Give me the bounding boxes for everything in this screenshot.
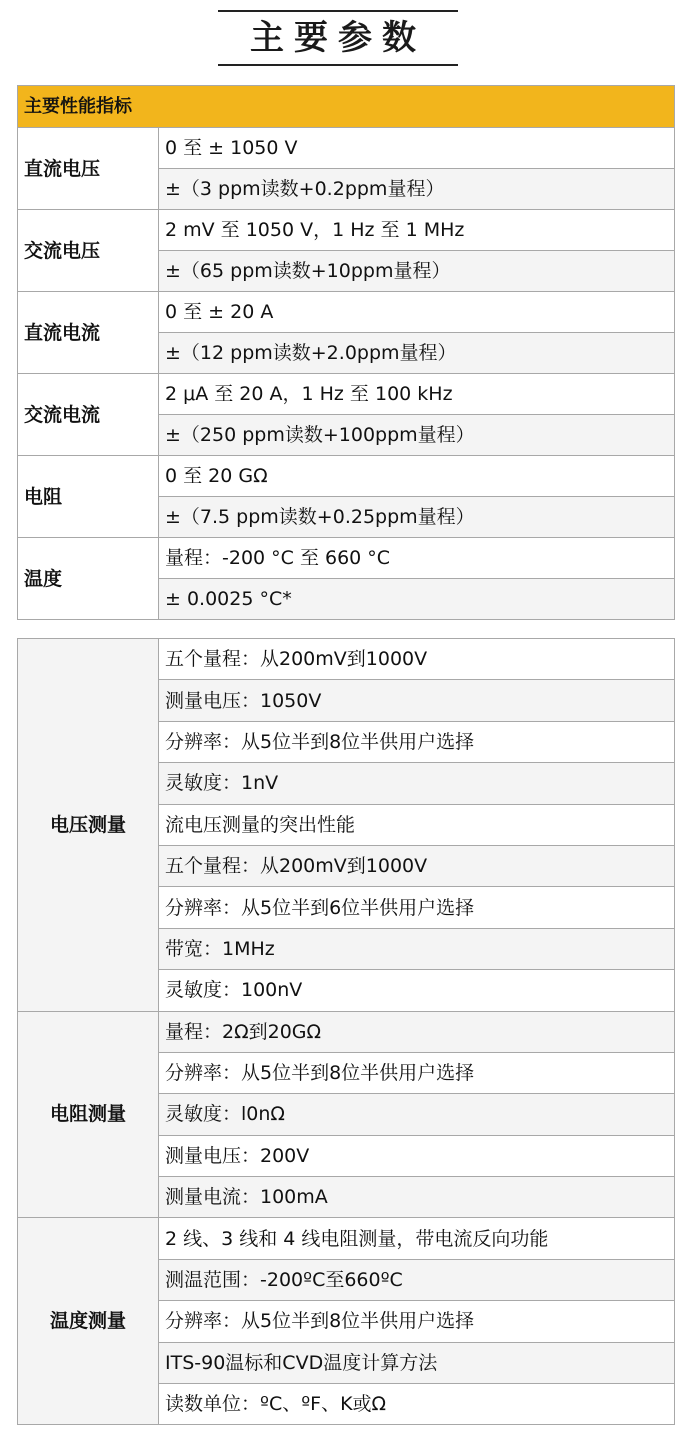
meas-value: 分辨率：从5位半到8位半供用户选择 bbox=[159, 1301, 675, 1342]
meas-value: 五个量程：从200mV到1000V bbox=[159, 639, 675, 680]
meas-value: 测量电流：100mA bbox=[159, 1177, 675, 1218]
meas-value: 灵敏度：100nV bbox=[159, 970, 675, 1011]
perf-value: 0 至 20 GΩ bbox=[159, 456, 675, 497]
page-title: 主要参数 bbox=[250, 18, 426, 58]
meas-value: ITS-90温标和CVD温度计算方法 bbox=[159, 1342, 675, 1383]
meas-value: 五个量程：从200mV到1000V bbox=[159, 845, 675, 886]
performance-table bbox=[17, 85, 675, 620]
meas-value: 分辨率：从5位半到8位半供用户选择 bbox=[159, 721, 675, 762]
meas-value: 测量电压：1050V bbox=[159, 680, 675, 721]
perf-value: ±（12 ppm读数+2.0ppm量程） bbox=[159, 333, 675, 374]
meas-value: 量程：2Ω到20GΩ bbox=[159, 1011, 675, 1052]
perf-category: 交流电压 bbox=[18, 210, 159, 292]
meas-value: 测温范围：-200ºC至660ºC bbox=[159, 1259, 675, 1300]
title-frame bbox=[218, 10, 458, 66]
meas-value: 分辨率：从5位半到8位半供用户选择 bbox=[159, 1052, 675, 1093]
meas-value: 读数单位：ºC、ºF、K或Ω bbox=[159, 1384, 675, 1425]
perf-value: ± 0.0025 °C* bbox=[159, 579, 675, 620]
measurement-table bbox=[17, 638, 675, 1425]
meas-value: 测量电压：200V bbox=[159, 1135, 675, 1176]
perf-value: ±（65 ppm读数+10ppm量程） bbox=[159, 251, 675, 292]
perf-category: 直流电压 bbox=[18, 128, 159, 210]
perf-category: 电阻 bbox=[18, 456, 159, 538]
meas-value: 灵敏度：1nV bbox=[159, 763, 675, 804]
perf-value: ±（3 ppm读数+0.2ppm量程） bbox=[159, 169, 675, 210]
perf-value: ±（7.5 ppm读数+0.25ppm量程） bbox=[159, 497, 675, 538]
meas-category: 电压测量 bbox=[18, 639, 159, 1012]
perf-value: 2 mV 至 1050 V，1 Hz 至 1 MHz bbox=[159, 210, 675, 251]
perf-value: 量程：-200 °C 至 660 °C bbox=[159, 538, 675, 579]
perf-value: 0 至 ± 1050 V bbox=[159, 128, 675, 169]
meas-category: 电阻测量 bbox=[18, 1011, 159, 1218]
perf-value: 2 μA 至 20 A，1 Hz 至 100 kHz bbox=[159, 374, 675, 415]
perf-category: 温度 bbox=[18, 538, 159, 620]
perf-value: ±（250 ppm读数+100ppm量程） bbox=[159, 415, 675, 456]
perf-category: 交流电流 bbox=[18, 374, 159, 456]
perf-category: 直流电流 bbox=[18, 292, 159, 374]
perf-value: 0 至 ± 20 A bbox=[159, 292, 675, 333]
meas-value: 分辨率：从5位半到6位半供用户选择 bbox=[159, 887, 675, 928]
meas-value: 带宽：1MHz bbox=[159, 928, 675, 969]
meas-value: 2 线、3 线和 4 线电阻测量，带电流反向功能 bbox=[159, 1218, 675, 1259]
meas-value: 流电压测量的突出性能 bbox=[159, 804, 675, 845]
performance-header: 主要性能指标 bbox=[18, 86, 675, 128]
meas-category: 温度测量 bbox=[18, 1218, 159, 1425]
meas-value: 灵敏度：l0nΩ bbox=[159, 1094, 675, 1135]
